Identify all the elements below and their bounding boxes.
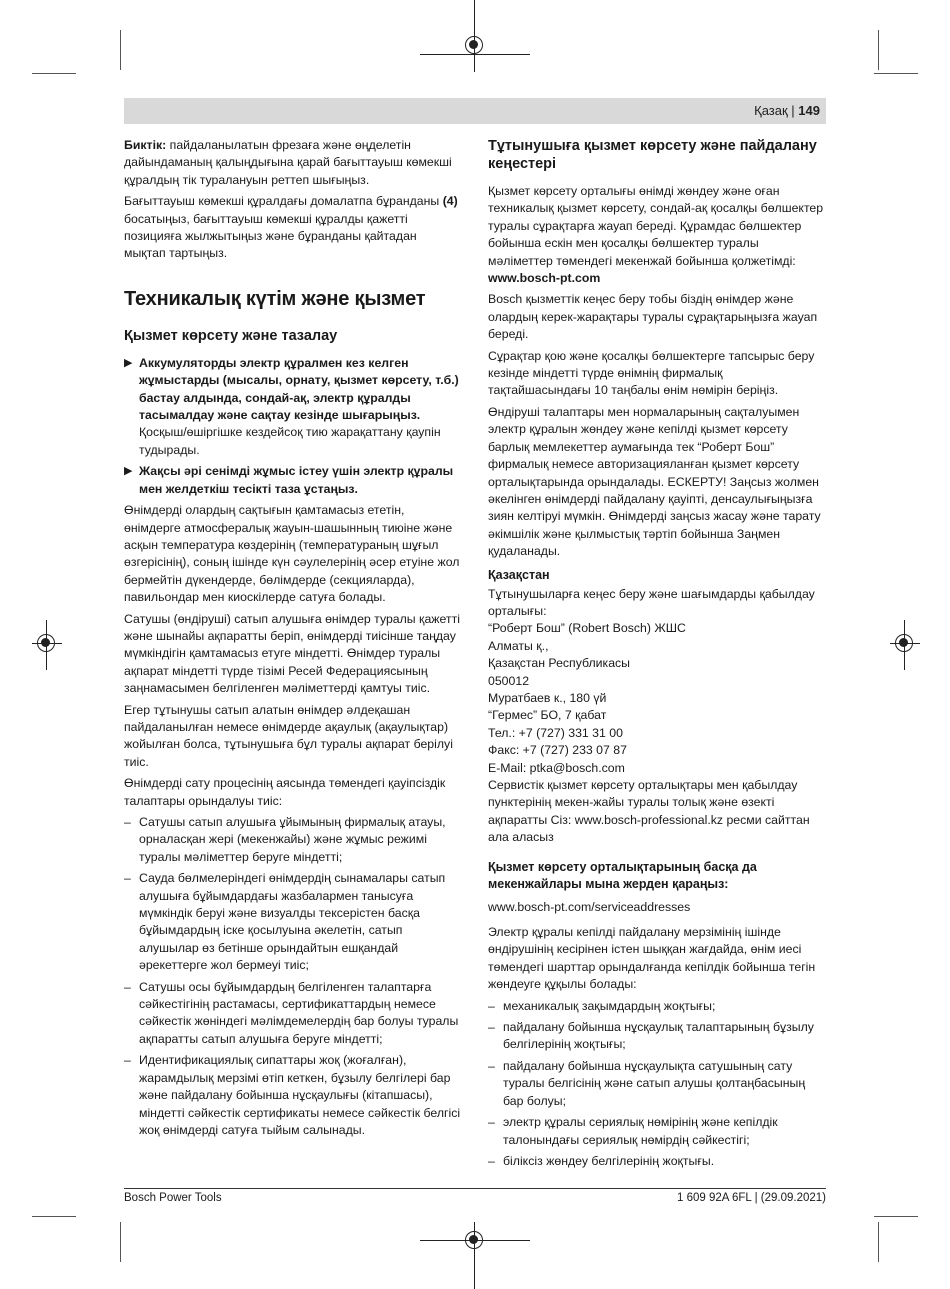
paragraph-text: Қызмет көрсету орталығы өнімді жөндеу және оған техникалық қызмет көрсету, сондай-ақ қосалқы бөлшектер туралы сұрақтарға жауап береді. Құрамдас бөлшектер бойынша ескін мен қосалқы бөлшектер туралы мәліметтер төмендегі мекенжай бойынша қолжетімді: bbox=[488, 184, 824, 268]
paragraph: Bosch қызметтік кеңес беру тобы біздің өнімдер және олардың керек-жарақтары туралы сұрақтарыңызға жауап береді. bbox=[488, 292, 818, 342]
warning-text: Қосқыш/өшіргішке кездейсоқ тию жарақаттану қаупін тудырады. bbox=[139, 425, 441, 457]
list-item bbox=[124, 814, 461, 866]
footer-brand: Bosch Power Tools bbox=[124, 1192, 222, 1204]
screw-number: (4) bbox=[442, 194, 458, 209]
list-item bbox=[488, 1153, 826, 1170]
list-item-text: Сауда бөлмелеріндегі өнімдердің сынамалары сатып алушыға бұйымдардағы жазбалармен танысуға мүмкіндік беруі және визуалды тексерістен басқа бұйымдардың іске қосылуына әкелетін, сатып алушылар өз бетінше орындайтын ешқандай әрекеттерге жол бермеуі тиіс; bbox=[139, 871, 446, 973]
paragraph: Сұрақтар қою және қосалқы бөлшектерге тапсырыс беру кезінде міндетті түрде өнімнің фирмалық тақтайшасындағы 10 таңбалы өнім нөмірін беріңіз. bbox=[488, 348, 815, 398]
address-line: “Гермес” БО, 7 қабат bbox=[488, 708, 607, 723]
list-item-text: Идентификациялық сипаттары жоқ (жоғалған), жарамдылық мерзімі өтіп кеткен, бұзылу белгілері бар және пайдалану бойынша нұсқаулығы (кітапшасы), міндетті сәйкестік сертификаты немесе сәйкестік белгісі жоқ өнімдерді сатуға тыйым салынады. bbox=[139, 1053, 461, 1137]
paragraph-screw bbox=[124, 193, 461, 263]
paragraph: Өнімдерді сату процесінің аясында төмендегі қауіпсіздік талаптары орындалуы тиіс: bbox=[124, 776, 446, 808]
crop-mark bbox=[120, 1222, 121, 1262]
list-item-text: пайдалану бойынша нұсқаулықта сатушының сату туралы белгісінің және сатып алушы қолтаңбасының бар болуы; bbox=[503, 1058, 806, 1108]
list-item bbox=[124, 979, 461, 1049]
paragraph: Егер тұтынушы сатып алатын өнімдер әлдеқашан пайдаланылған немесе өнімдерде ақаулық (ақаулықтар) жойылған болса, тұтынушыға бұл туралы ақпарат берілуі тиіс. bbox=[124, 702, 453, 769]
arrow-bullet-icon: ▶ bbox=[124, 465, 133, 478]
address-line: “Роберт Бош” (Robert Bosch) ЖШС bbox=[488, 621, 686, 636]
list-item-text: Сатушы сатып алушыға ұйымының фирмалық атауы, орналасқан жері (мекенжайы) және жұмыс режимі туралы мәліметтер беруге міндетті; bbox=[139, 815, 446, 864]
dash-bullet: – bbox=[488, 998, 495, 1013]
right-column bbox=[488, 137, 826, 1174]
list-item bbox=[488, 1019, 826, 1054]
registration-line bbox=[420, 54, 530, 55]
dash-bullet: – bbox=[488, 1153, 495, 1168]
header-language: Қазақ bbox=[754, 103, 788, 118]
warning-item bbox=[124, 355, 461, 459]
address-line: Қазақстан Республикасы bbox=[488, 656, 631, 671]
fax-line: Факс: +7 (727) 233 07 87 bbox=[488, 743, 627, 758]
dash-bullet: – bbox=[124, 871, 131, 886]
crop-mark bbox=[874, 1216, 918, 1217]
registration-mark-icon bbox=[465, 1231, 483, 1249]
list-item bbox=[124, 870, 461, 974]
crop-mark bbox=[32, 73, 76, 74]
section-title: Техникалық күтім және қызмет bbox=[124, 287, 426, 310]
list-item-text: пайдалану бойынша нұсқаулық талаптарының бұзылу белгілерінің жоқтығы; bbox=[503, 1020, 814, 1052]
list-item bbox=[488, 998, 826, 1015]
arrow-bullet-icon: ▶ bbox=[124, 356, 133, 369]
warning-bold: Аккумуляторды электр құралмен кез келген жұмыстарды (мысалы, орнату, қызмет көрсету, т.б.) бастау алдында, сондай-ақ, электр құралды тасымалдау және сақтау кезінде шығарыңыз. bbox=[139, 355, 459, 423]
service-url-link[interactable]: www.bosch-pt.com/serviceaddresses bbox=[488, 899, 691, 914]
crop-mark bbox=[878, 1222, 879, 1262]
country-heading: Қазақстан bbox=[488, 567, 550, 582]
dash-bullet: – bbox=[124, 1053, 131, 1068]
header-bar bbox=[124, 98, 826, 124]
dash-bullet: – bbox=[488, 1020, 495, 1035]
dash-bullet: – bbox=[488, 1115, 495, 1130]
paragraph: Сатушы (өндіруші) сатып алушыға өнімдер туралы қажетті және шынайы ақпаратты беріп, өнімдерді тиісінше таңдау мүмкіндігін қамтамасыз етуге міндетті. Өнімдер туралы ақпарат міндетті түрде тізімі Ресей Федерациясының заңнамасымен белгіленген мәліметтерді қамтуы тиіс. bbox=[124, 611, 460, 696]
address-line: 050012 bbox=[488, 673, 530, 688]
registration-mark-icon bbox=[895, 634, 913, 652]
page-number: 149 bbox=[798, 103, 820, 118]
crop-mark bbox=[120, 30, 121, 70]
page-header bbox=[754, 103, 820, 118]
paragraph: Өндіруші талаптары мен нормаларының сақталуымен электр құралын жөндеу және кепілді қызмет көрсету барлық мемлекеттер аумағында тек “Роберт Бош” фирмалық немесе авторизацияланған қызмет көрсету орталықтарында орындалады. ЕСКЕРТУ! Заңсыз жолмен әкелінген өнімдерді пайдалану қауіпті, денсаулығыңызға зиян келтіруі мүмкін. Өнімдерді заңсыз жасау және тарату әкімшілік және қылмыстық тәртіп бойынша Заңмен қудаланады. bbox=[488, 404, 821, 559]
phone-line: Тел.: +7 (727) 331 31 00 bbox=[488, 725, 623, 740]
height-label: Биктік: bbox=[124, 138, 167, 152]
list-item-text: біліксіз жөндеу белгілерінің жоқтығы. bbox=[503, 1153, 715, 1168]
address-line: Алматы қ., bbox=[488, 638, 549, 653]
dash-bullet: – bbox=[124, 815, 131, 829]
footer-doc-number: 1 609 92A 6FL | (29.09.2021) bbox=[677, 1192, 826, 1204]
list-item bbox=[488, 1058, 826, 1110]
subsection-title: Тұтынушыға қызмет көрсету және пайдалану кеңестері bbox=[488, 138, 817, 172]
email-line[interactable]: E-Mail: ptka@bosch.com bbox=[488, 760, 625, 775]
subsection-title: Қызмет көрсету және тазалау bbox=[124, 327, 338, 344]
dash-bullet: – bbox=[488, 1058, 495, 1073]
registration-mark-icon bbox=[465, 36, 483, 54]
screw-text-a: Бағыттауыш көмекші құралдағы домалатпа бұранданы bbox=[124, 194, 443, 209]
screw-text-b: босатыңыз, бағыттауыш көмекші құралды қажетті позицияға жылжытыңыз және бұранданы қайтадан мықтап тартыңыз. bbox=[124, 211, 417, 261]
paragraph-height bbox=[124, 137, 461, 189]
warning-item bbox=[124, 463, 461, 498]
list-item bbox=[488, 1114, 826, 1149]
crop-mark bbox=[32, 1216, 76, 1217]
paragraph bbox=[488, 183, 826, 287]
address-line: Муратбаев к., 180 үй bbox=[488, 690, 607, 705]
left-column bbox=[124, 137, 461, 1143]
list-item-text: Сатушы осы бұйымдардың белгіленген талаптарға сәйкестігінің растамасы, сертификаттардың немесе сәйкестік жөніндегі мәлімдемелердің бар болуы туралы ақпаратты сатып алушыға беруге міндетті; bbox=[139, 979, 459, 1046]
list-item-text: электр құралы сериялық нөмірінің және кепілдік талонындағы сериялық нөмірдің сәйкестігі; bbox=[503, 1115, 778, 1147]
registration-mark-icon bbox=[37, 634, 55, 652]
crop-mark bbox=[878, 30, 879, 70]
crop-mark bbox=[874, 73, 918, 74]
height-text: пайдаланылатын фрезаға және өңделетін дайындаманың қалыңдығына қарай бағыттауыш көмекші құралдың тік туралануын реттеп шығыңыз. bbox=[124, 138, 452, 187]
header-separator: | bbox=[791, 103, 799, 118]
address-line: Тұтынушыларға кеңес беру және шағымдарды қабылдау орталығы: bbox=[488, 586, 815, 618]
warning-bold: Жақсы әрі сенімді жұмыс істеу үшін электр құралы мен желдеткіш тесікті таза ұстаңыз. bbox=[139, 464, 454, 496]
bosch-link[interactable]: www.bosch-pt.com bbox=[488, 271, 601, 286]
dash-bullet: – bbox=[124, 979, 131, 994]
other-addresses-heading: Қызмет көрсету орталықтарының басқа да мекенжайлары мына жерден қараңыз: bbox=[488, 859, 757, 891]
list-item bbox=[124, 1052, 461, 1139]
address-block bbox=[488, 586, 826, 847]
paragraph: Электр құралы кепілді пайдалану мерзімінің ішінде өндірушінің кесірінен істен шыққан жағдайда, өнім иесі төмендегі шарттар орындалғанда кепілдік бойынша тегін жөндеуге құқылы болады: bbox=[488, 925, 816, 992]
paragraph: Өнімдерді олардың сақтығын қамтамасыз ететін, өнімдерге атмосфералық жауын-шашынның тиюіне және асқын температура көздерінің (температураның шұғыл өзгерісінің), соның ішінде күн сәулелерінің әсер етуіне жол бермейтін дүкендерде, бөлімдерде (секцияларда), павильондар мен киоскілерде сатуға болады. bbox=[124, 503, 460, 605]
address-line: Сервистік қызмет көрсету орталықтары мен қабылдау пунктерінің мекен-жайы туралы толық және өзекті ақпаратты Сіз: www.bosch-professional.kz ресми сайттан ала аласыз bbox=[488, 778, 810, 845]
footer-rule bbox=[124, 1188, 826, 1189]
list-item-text: механикалық зақымдардың жоқтығы; bbox=[503, 998, 716, 1013]
